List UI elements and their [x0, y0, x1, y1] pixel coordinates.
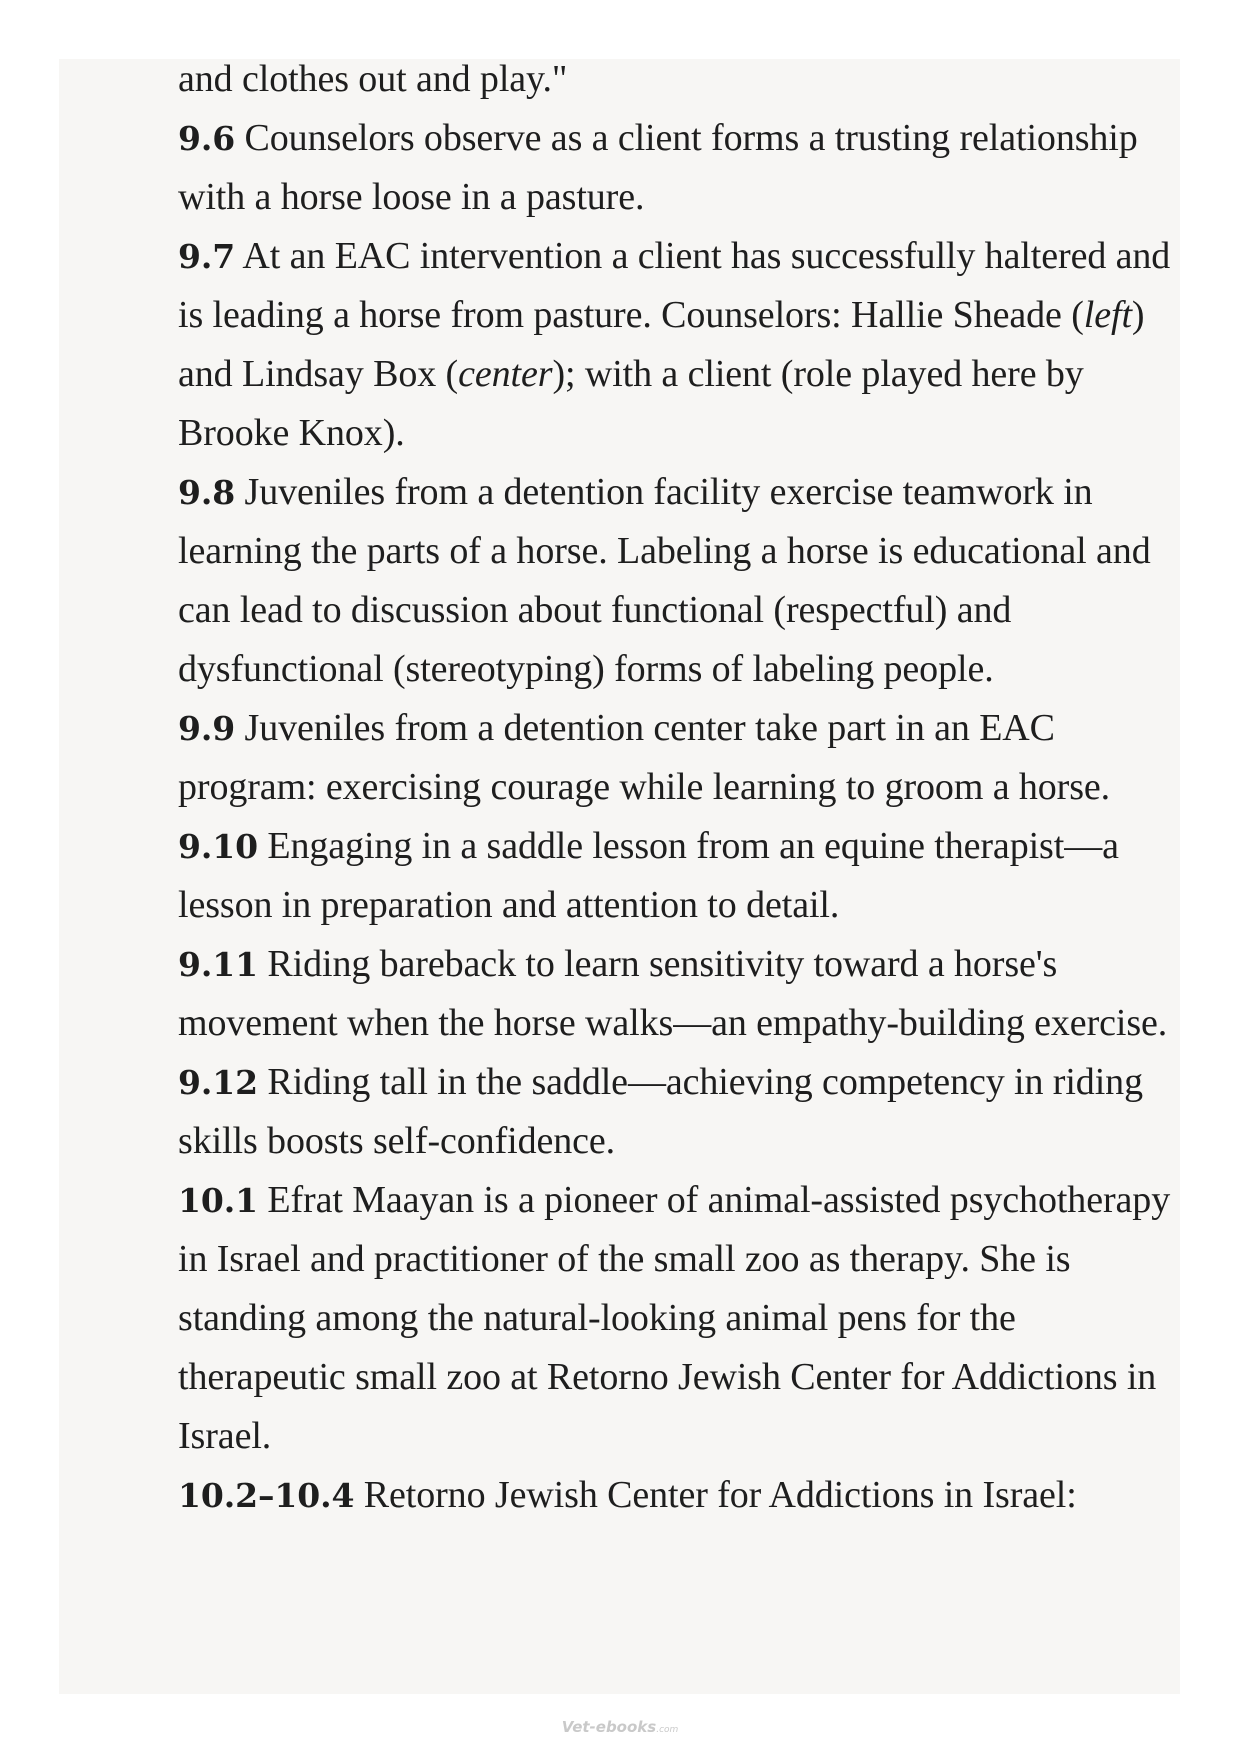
caption-text: Riding bareback to learn sensitivity toward a horse's movement when the horse walks—an empathy-building exercise.	[178, 943, 1168, 1044]
caption-text-tail: ); with a client (role played here by Brooke Knox).	[178, 353, 1084, 454]
caption-9-8	[178, 463, 1180, 699]
caption-text: Counselors observe as a client forms a trusting relationship with a horse loose in a pasture.	[178, 117, 1138, 218]
caption-text: Retorno Jewish Center for Addictions in Israel:	[354, 1474, 1077, 1516]
caption-text: Riding tall in the saddle—achieving competency in riding skills boosts self-confidence.	[178, 1061, 1143, 1162]
caption-number: 9.7	[178, 237, 236, 276]
caption-number: 9.12	[178, 1063, 258, 1102]
caption-text: Juveniles from a detention facility exercise teamwork in learning the parts of a horse. Labeling a horse is educational and can lead to discussion about functional (respectful) and dysfunctional (stereotyping) forms of labeling people.	[178, 471, 1151, 690]
watermark-main: Vet-ebooks	[561, 1718, 657, 1736]
caption-text: Efrat Maayan is a pioneer of animal-assisted psychotherapy in Israel and practitioner of the small zoo as therapy. She is standing among the natural-looking animal pens for the therapeutic small zoo at Retorno Jewish Center for Addictions in Israel.	[178, 1179, 1171, 1457]
caption-number: 10.2–10.4	[178, 1476, 355, 1515]
caption-9-11	[178, 935, 1180, 1053]
caption-list	[178, 50, 1180, 1525]
watermark-domain: .com	[656, 1725, 679, 1735]
caption-10-1	[178, 1171, 1180, 1466]
caption-number: 10.1	[178, 1181, 258, 1220]
caption-9-12	[178, 1053, 1180, 1171]
caption-9-9	[178, 699, 1180, 817]
caption-continuation	[178, 50, 1180, 109]
caption-number: 9.8	[178, 473, 236, 512]
caption-text-mid: ) and Lindsay Box (	[178, 294, 1145, 395]
caption-9-7	[178, 227, 1180, 463]
caption-emphasis-center: center	[458, 353, 553, 395]
watermark-logo	[0, 1718, 1240, 1736]
caption-9-6	[178, 109, 1180, 227]
caption-text: and clothes out and play."	[178, 58, 568, 100]
caption-number: 9.11	[178, 945, 258, 984]
caption-10-2-10-4	[178, 1466, 1180, 1525]
caption-text: Engaging in a saddle lesson from an equine therapist—a lesson in preparation and attention to detail.	[178, 825, 1119, 926]
caption-emphasis-left: left	[1083, 294, 1132, 336]
caption-number: 9.10	[178, 827, 258, 866]
caption-text: Juveniles from a detention center take part in an EAC program: exercising courage while learning to groom a horse.	[178, 707, 1111, 808]
caption-9-10	[178, 817, 1180, 935]
caption-text: At an EAC intervention a client has successfully haltered and is leading a horse from pasture. Counselors: Hallie Sheade (	[178, 235, 1171, 336]
caption-number: 9.6	[178, 119, 236, 158]
caption-number: 9.9	[178, 709, 236, 748]
